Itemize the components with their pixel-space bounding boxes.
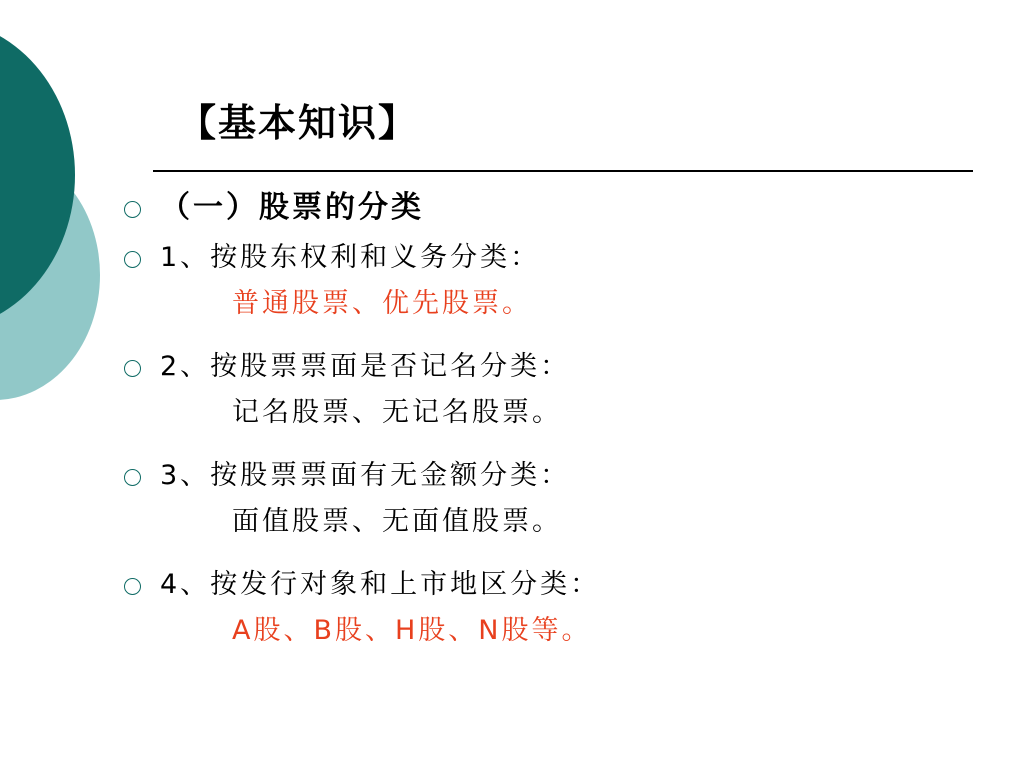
bullet-icon	[124, 469, 141, 486]
list-item-4-detail: A股、B股、H股、N股等。	[232, 615, 592, 646]
bullet-icon	[124, 360, 141, 377]
list-item-1-title: 1、按股东权利和义务分类：	[160, 242, 541, 273]
bullet-icon	[124, 201, 141, 218]
list-item-2-title: 2、按股票票面是否记名分类：	[160, 351, 571, 382]
list-item-2-detail: 记名股票、无记名股票。	[232, 397, 562, 428]
list-item-3-detail: 面值股票、无面值股票。	[232, 506, 562, 537]
list-item-1-detail: 普通股票、优先股票。	[232, 288, 532, 319]
slide-title: 【基本知识】	[178, 100, 419, 145]
title-divider	[153, 170, 973, 172]
section-heading: （一）股票的分类	[160, 190, 424, 225]
list-item-4-title: 4、按发行对象和上市地区分类：	[160, 569, 601, 600]
bullet-icon	[124, 251, 141, 268]
list-item-3-title: 3、按股票票面有无金额分类：	[160, 460, 571, 491]
bullet-icon	[124, 578, 141, 595]
